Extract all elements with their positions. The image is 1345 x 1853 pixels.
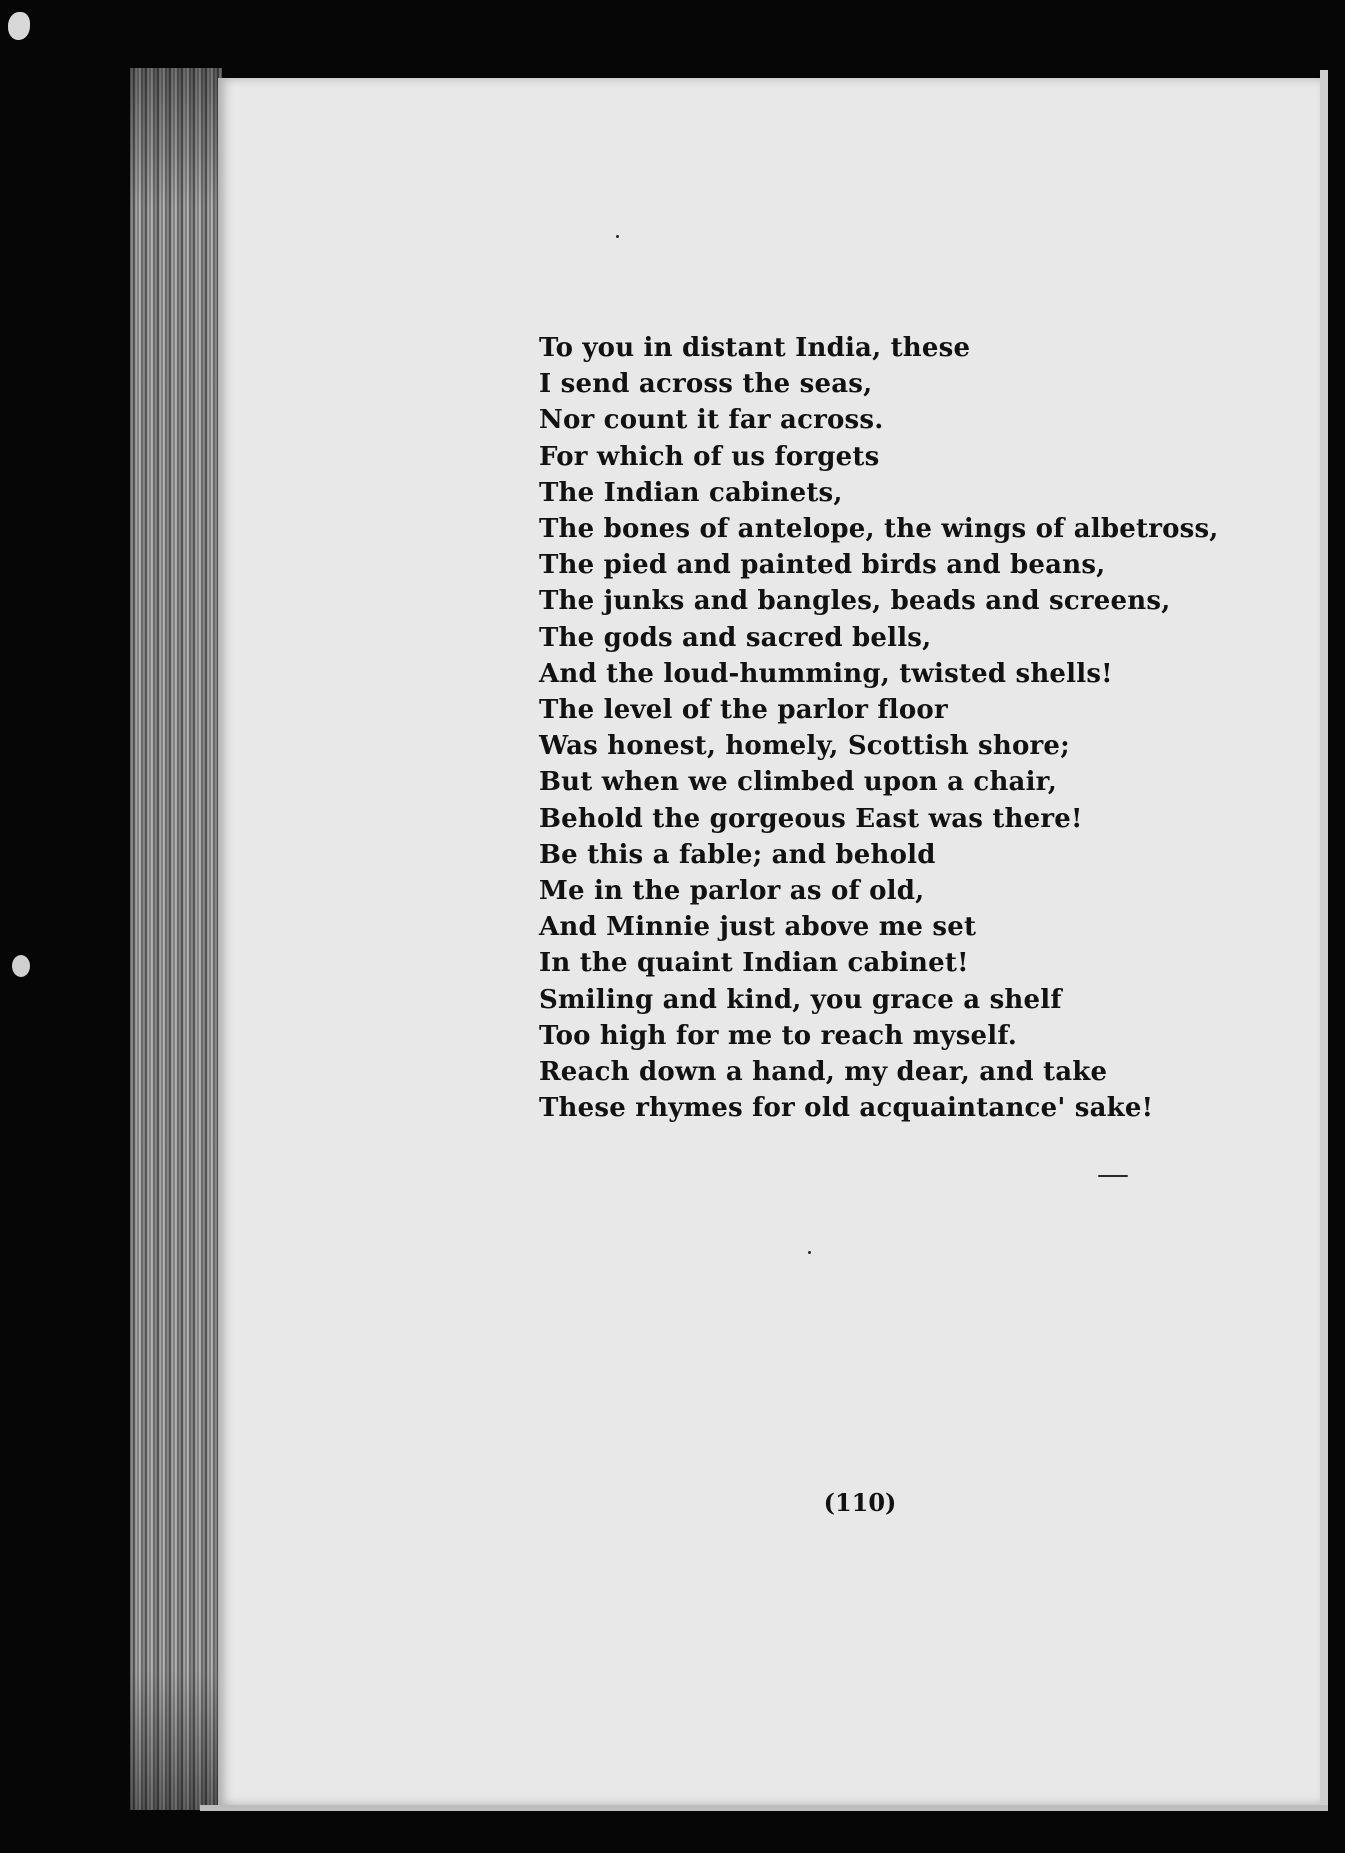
poem-line: For which of us forgets xyxy=(539,441,880,472)
poem-line: And Minnie just above me set xyxy=(539,912,977,943)
poem-line: Smiling and kind, you grace a shelf xyxy=(539,984,1062,1015)
poem-line: But when we climbed upon a chair, xyxy=(539,767,1057,798)
dust-speck xyxy=(616,235,619,238)
poem-line: Was honest, homely, Scottish shore; xyxy=(539,731,1070,762)
dust-speck xyxy=(808,1251,811,1254)
poem-line: In the quaint Indian cabinet! xyxy=(539,948,969,979)
poem-line: Reach down a hand, my dear, and take xyxy=(539,1057,1108,1088)
page-right-edge xyxy=(1320,70,1328,1810)
scan-artifact xyxy=(8,12,30,40)
poem-line: Me in the parlor as of old, xyxy=(539,876,925,907)
poem-line: Too high for me to reach myself. xyxy=(539,1020,1018,1051)
poem-line: And the loud-humming, twisted shells! xyxy=(539,658,1113,689)
page-bottom-edge xyxy=(200,1805,1328,1811)
poem-line: The junks and bangles, beads and screens, xyxy=(539,586,1171,617)
poem-line: I send across the seas, xyxy=(539,369,873,400)
poem-line: These rhymes for old acquaintance' sake! xyxy=(539,1093,1154,1124)
poem-line: The gods and sacred bells, xyxy=(539,622,932,653)
poem-line: The bones of antelope, the wings of albetross, xyxy=(539,514,1219,545)
scan-artifact xyxy=(12,955,30,977)
poem xyxy=(539,330,1219,1126)
poem-line: Behold the gorgeous East was there! xyxy=(539,803,1083,834)
poem-line: Nor count it far across. xyxy=(539,405,884,436)
page-number: (110) xyxy=(823,1488,897,1517)
dust-speck xyxy=(1098,1175,1128,1177)
poem-line: The Indian cabinets, xyxy=(539,477,843,508)
poem-line: The level of the parlor floor xyxy=(539,695,948,726)
poem-line: Be this a fable; and behold xyxy=(539,839,936,870)
poem-line: The pied and painted birds and beans, xyxy=(539,550,1106,581)
poem-line: To you in distant India, these xyxy=(539,333,971,363)
book-page-edges xyxy=(130,68,222,1810)
